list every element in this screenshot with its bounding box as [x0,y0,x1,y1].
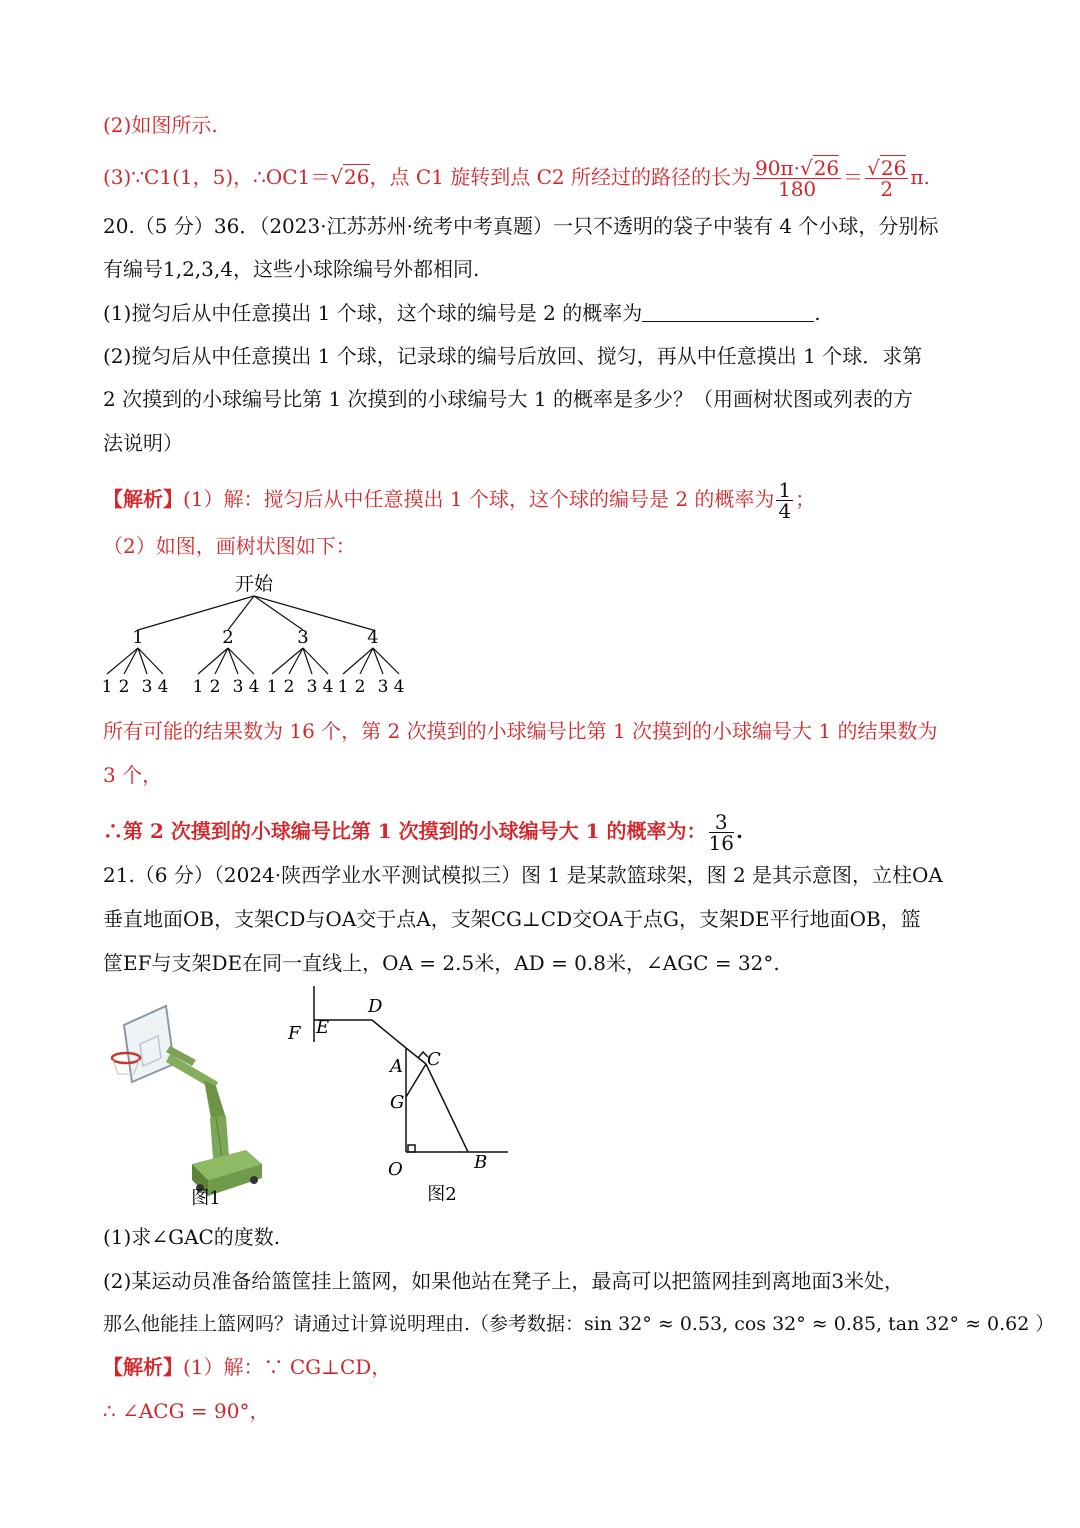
tree-leaf: 3 [232,677,244,697]
s19-frac2-num: 26 [880,156,907,180]
tree-leaf: 1 [101,677,113,697]
sqrt-symbol: √ [330,165,344,189]
tree-leaf: 4 [322,677,334,697]
frac-den: 4 [778,499,792,523]
label-O: O [388,1159,403,1180]
s19-part3-text-a: (3)∵C1(1，5)，∴OC1＝ [103,165,331,189]
tree-leaf: 1 [192,677,204,697]
tree-node-1: 1 [132,627,144,648]
sqrt-symbol: √ [799,156,813,180]
s19-part3 [103,158,930,199]
schematic-lines [314,986,508,1152]
label-A: A [390,1056,403,1077]
q21-part2-line2: 那么他能挂上篮网吗？请通过计算说明理由.（参考数据：sin 32° ≈ 0.53, cos 32° ≈ 0.85, tan 32° ≈ 0.62 ） [103,1313,1055,1335]
fig1-caption: 图1 [191,1188,221,1209]
tree-diagram [100,568,410,700]
s19-arc-fraction [753,158,841,199]
q20-result-line3 [103,812,743,853]
backboard [124,1006,174,1082]
label-F: F [288,1023,301,1044]
tree-leaf: 4 [157,677,169,697]
q20-part2-line2: 2 次摸到的小球编号比第 1 次摸到的小球编号大 1 的概率是多少？（用画树状图或列表的方 [103,387,913,411]
label-B: B [474,1152,488,1173]
tree-leaf: 4 [248,677,260,697]
basketball-stand-illustration [104,1000,274,1215]
label-C: C [427,1049,441,1070]
fig2-caption: 图2 [427,1184,457,1205]
q20-part2-line3: 法说明） [103,431,183,455]
q21-answer1-text: (1）解：∵ CG⊥CD， [183,1355,392,1379]
q21-answer2: ∴ ∠ACG = 90°， [103,1399,270,1423]
s19-result-fraction [865,158,908,199]
q20-result-end: . [735,819,743,843]
tree-leaf: 1 [337,677,349,697]
tree-node-4: 4 [367,627,379,648]
tree-leaf: 2 [209,677,221,697]
support-arm [166,1046,226,1124]
s19-part3-text-b: ，点 C1 旋转到点 C2 所经过的路径的长为 [369,165,751,189]
tree-branches-level1 [138,596,373,630]
label-E: E [316,1017,330,1038]
tree-leaf: 4 [393,677,405,697]
sqrt-symbol: √ [867,156,880,180]
frac-num: 3 [709,812,734,833]
q20-result-line2: 3 个， [103,763,163,787]
q21-stem-line1: 21.（6 分）（2024·陕西学业水平测试模拟三）图 1 是某款篮球架，图 2 是其示意图，立柱OA [103,863,943,887]
s19-frac-num-r: 26 [813,156,840,180]
tree-leaf: 3 [377,677,389,697]
q20-stem-line1: 20.（5 分）36．（2023·江苏苏州·统考中考真题）一只不透明的袋子中装有 4 个小球，分别标 [103,214,939,238]
s19-pi: π. [910,165,930,189]
q20-answer1-end: ； [795,487,816,511]
answer-blank[interactable] [642,301,814,322]
q21-stem-line3: 筐EF与支架DE在同一直线上，OA = 2.5米，AD = 0.8米，∠AGC = 32°. [103,951,780,975]
s19-frac-num-a: 90π· [754,156,800,180]
q21-answer1 [103,1354,391,1380]
tree-leaf: 3 [306,677,318,697]
tree-branches-level2 [107,648,399,674]
q21-stem-line2: 垂直地面OB，支架CD与OA交于点A，支架CG⊥CD交OA于点G，支架DE平行地面OB，篮 [103,907,921,931]
q20-result-line1: 所有可能的结果数为 16 个，第 2 次摸到的小球编号比第 1 次摸到的小球编号大 1 的结果数为 [103,719,938,743]
q20-answer1-fraction [776,480,793,521]
s19-part2: (2)如图所示. [103,113,218,137]
tree-node-2: 2 [222,627,234,648]
q20-answer1-text: (1）解：搅匀后从中任意摸出 1 个球，这个球的编号是 2 的概率为 [183,487,775,511]
tree-leaf: 2 [118,677,130,697]
tree-root-label: 开始 [234,573,274,595]
tree-node-3: 3 [297,627,309,648]
q20-part1-text: (1)搅匀后从中任意摸出 1 个球，这个球的编号是 2 的概率为 [103,301,643,325]
frac-num: 1 [778,478,792,502]
tree-leaf: 3 [141,677,153,697]
s19-frac2-den: 2 [880,177,894,201]
q21-part1: (1)求∠GAC的度数. [103,1225,281,1249]
label-G: G [390,1092,405,1113]
tree-leaf: 1 [266,677,278,697]
frac-den: 16 [708,831,734,855]
schematic-diagram [284,982,514,1207]
answer-tag: 【解析】 [103,1355,183,1379]
q20-answer1 [103,480,815,521]
q20-part1 [103,300,821,326]
q20-result-fraction [709,812,734,853]
label-D: D [368,996,383,1017]
tree-leaf: 2 [354,677,366,697]
q20-stem-line2: 有编号1,2,3,4，这些小球除编号外都相同. [103,257,480,281]
q20-part1-end: . [814,301,821,325]
q20-part2-line1: (2)搅匀后从中任意摸出 1 个球，记录球的编号后放回、搅匀，再从中任意摸出 1 个球．求第 [103,344,923,368]
tree-leaf: 2 [283,677,295,697]
q20-result-text: ∴第 2 次摸到的小球编号比第 1 次摸到的小球编号大 1 的概率为： [103,819,707,843]
answer-tag: 【解析】 [103,487,183,511]
q21-part2-line1: (2)某运动员准备给篮筐挂上篮网，如果他站在凳子上，最高可以把篮网挂到离地面3米处， [103,1269,905,1293]
s19-sqrt-26: 26 [344,165,370,189]
s19-equals: ＝ [843,165,864,189]
q20-answer2: （2）如图，画树状图如下： [103,534,356,558]
s19-frac-den: 180 [777,177,817,201]
